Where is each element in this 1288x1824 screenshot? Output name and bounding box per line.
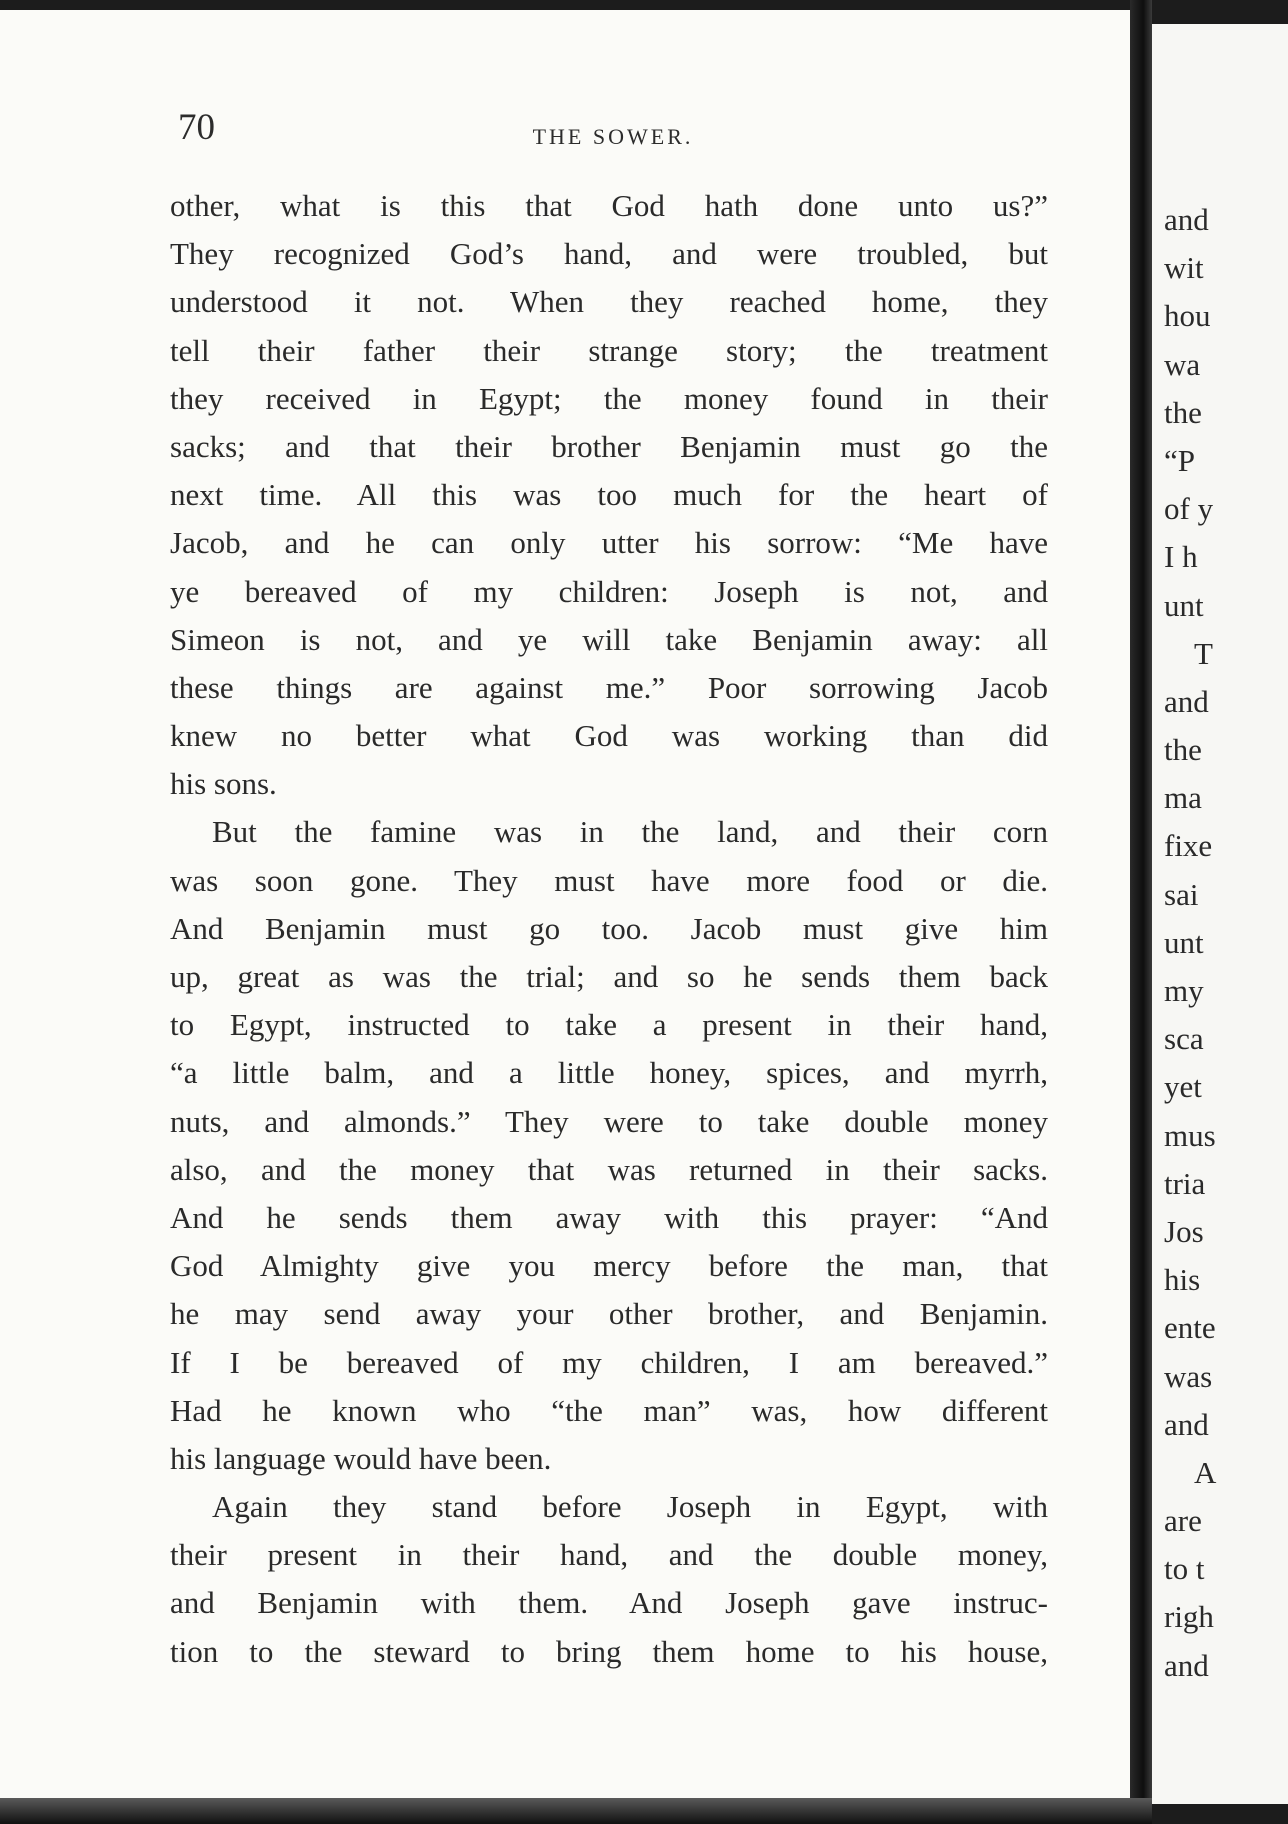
text-fragment: hou: [1164, 298, 1211, 334]
text-fragment: ma: [1164, 780, 1202, 816]
text-line: and Benjamin with them. And Joseph gave instruc-: [170, 1585, 1048, 1621]
text-fragment: and: [1164, 1647, 1209, 1683]
text-fragment: the: [1164, 394, 1202, 430]
text-fragment: wit: [1164, 250, 1204, 286]
text-fragment: unt: [1164, 924, 1204, 960]
text-line: knew no better what God was working than did: [170, 718, 1048, 754]
text-line: tell their father their strange story; the treatment: [170, 332, 1048, 368]
text-line: next time. All this was too much for the heart of: [170, 477, 1048, 513]
text-fragment: A: [1194, 1454, 1217, 1490]
text-line: Jacob, and he can only utter his sorrow: “Me have: [170, 525, 1048, 561]
text-line: “a little balm, and a little honey, spices, and myrrh,: [170, 1055, 1048, 1091]
text-fragment: of y: [1164, 491, 1214, 527]
body-text: [170, 182, 1048, 1676]
text-fragment: and: [1164, 202, 1209, 237]
text-fragment: unt: [1164, 587, 1204, 623]
right-page-edge: [1152, 24, 1288, 1804]
text-fragment: his: [1164, 1262, 1201, 1298]
text-line: up, great as was the trial; and so he sends them back: [170, 959, 1048, 994]
text-fragment: sca: [1164, 1021, 1204, 1057]
text-line: But the famine was in the land, and their corn: [212, 814, 1048, 850]
text-line: Simeon is not, and ye will take Benjamin away: all: [170, 621, 1048, 657]
running-title: THE SOWER.: [532, 124, 694, 149]
text-line: his sons.: [170, 766, 277, 802]
text-line: their present in their hand, and the double money,: [170, 1537, 1048, 1573]
text-fragment: my: [1164, 973, 1204, 1008]
text-fragment: fixe: [1164, 828, 1213, 864]
text-fragment: T: [1194, 635, 1213, 671]
text-fragment: the: [1164, 732, 1202, 768]
text-line: And Benjamin must go too. Jacob must give him: [170, 910, 1048, 946]
text-line: he may send away your other brother, and Benjamin.: [170, 1296, 1048, 1332]
text-fragment: yet: [1164, 1069, 1202, 1105]
text-line: was soon gone. They must have more food or die.: [170, 862, 1048, 898]
text-line: And he sends them away with this prayer: “And: [170, 1199, 1048, 1235]
text-line: ye bereaved of my children: Joseph is not, and: [170, 573, 1048, 609]
text-fragment: was: [1164, 1358, 1213, 1394]
text-line: sacks; and that their brother Benjamin must go the: [170, 428, 1048, 464]
text-fragment: sai: [1164, 876, 1199, 912]
text-fragment: tria: [1164, 1165, 1206, 1201]
text-line: God Almighty give you mercy before the man, that: [170, 1248, 1048, 1284]
text-line: nuts, and almonds.” They were to take double money: [170, 1103, 1048, 1139]
book-gutter: [1130, 0, 1152, 1824]
running-head: [178, 106, 1048, 156]
text-line: Had he known who “the man” was, how different: [170, 1392, 1048, 1428]
text-fragment: to t: [1164, 1551, 1205, 1587]
text-fragment: mus: [1164, 1117, 1216, 1153]
text-fragment: wa: [1164, 346, 1201, 382]
text-fragment: “P: [1164, 442, 1195, 478]
page-number: 70: [178, 107, 215, 148]
text-line: these things are against me.” Poor sorrowing Jacob: [170, 669, 1048, 705]
text-fragment: and: [1164, 683, 1209, 719]
text-fragment: are: [1164, 1503, 1202, 1539]
text-line: to Egypt, instructed to take a present in their hand,: [170, 1007, 1048, 1043]
left-page: [0, 10, 1130, 1798]
text-fragment: ente: [1164, 1310, 1216, 1346]
text-line: They recognized God’s hand, and were troubled, but: [170, 236, 1048, 272]
text-line: Again they stand before Joseph in Egypt, with: [212, 1489, 1048, 1525]
text-fragment: and: [1164, 1406, 1209, 1442]
text-line: understood it not. When they reached home, they: [170, 284, 1048, 320]
text-line: other, what is this that God hath done unto us?”: [170, 188, 1048, 223]
text-line: they received in Egypt; the money found in their: [170, 380, 1048, 416]
scan-bottom-edge: [0, 1798, 1152, 1824]
text-line: If I be bereaved of my children, I am bereaved.”: [170, 1344, 1048, 1380]
text-fragment: Jos: [1164, 1213, 1204, 1249]
text-line: tion to the steward to bring them home to his house,: [170, 1633, 1048, 1669]
text-fragment: righ: [1164, 1599, 1214, 1635]
right-page-text: [1164, 196, 1288, 1690]
text-line: his language would have been.: [170, 1440, 552, 1476]
text-fragment: I h: [1164, 539, 1198, 575]
text-line: also, and the money that was returned in their sacks.: [170, 1151, 1048, 1187]
